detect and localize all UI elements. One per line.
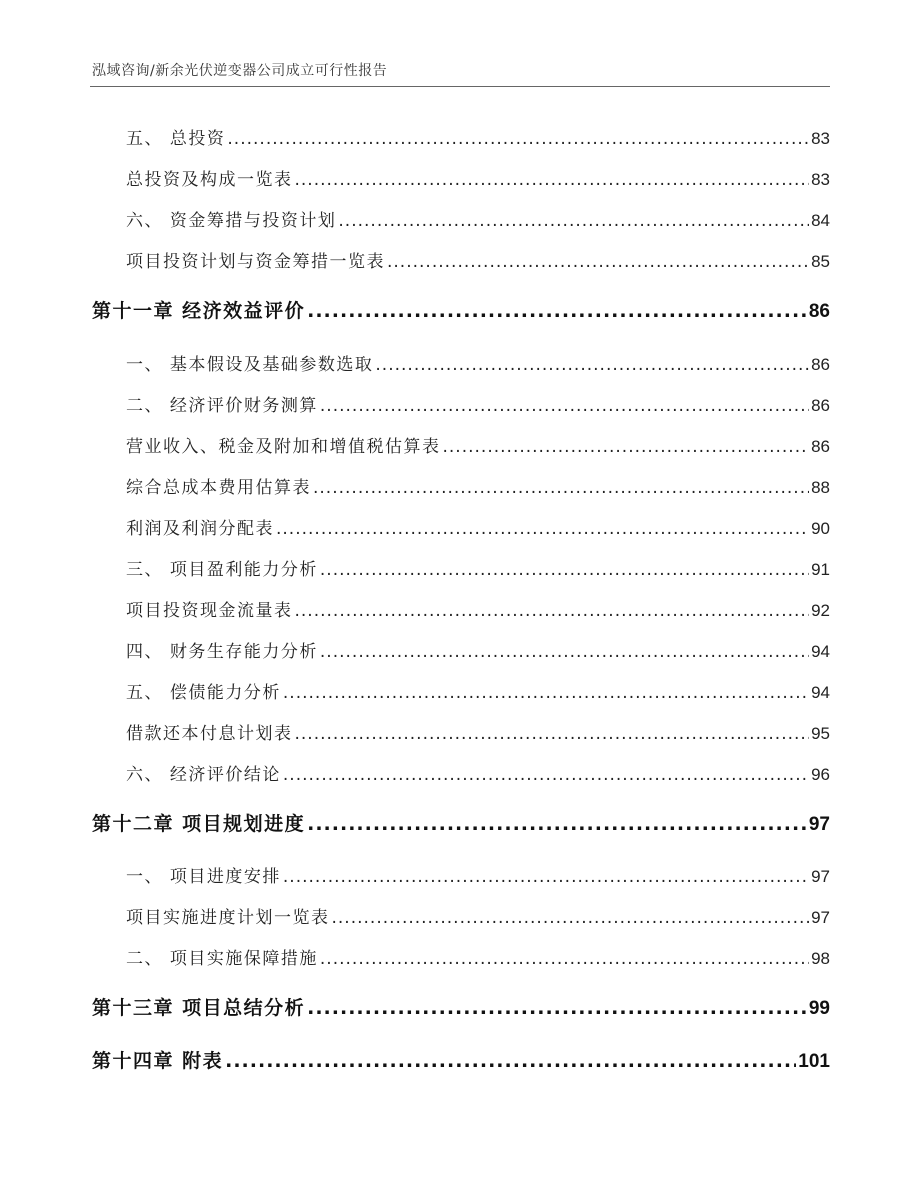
toc-leader-dots	[307, 997, 807, 1019]
toc-entry[interactable]	[126, 206, 830, 231]
toc-entry[interactable]	[126, 944, 830, 969]
toc-leader-dots	[276, 519, 809, 539]
toc-entry[interactable]	[126, 719, 830, 744]
toc-entry[interactable]	[126, 514, 830, 539]
toc-entry-label: 项目实施进度计划一览表	[126, 908, 330, 928]
toc-entry[interactable]	[126, 432, 830, 457]
toc-entry[interactable]	[126, 391, 830, 416]
toc-entry-page: 94	[811, 683, 830, 702]
toc-entry[interactable]	[126, 678, 830, 703]
toc-chapter-label: 第十一章 经济效益评价	[92, 300, 306, 322]
toc-leader-dots	[332, 908, 810, 928]
toc-entry-label: 六、 经济评价结论	[126, 765, 281, 785]
toc-leader-dots	[313, 478, 809, 498]
toc-entry-label: 六、 资金筹措与投资计划	[126, 211, 337, 231]
toc-chapter-entry[interactable]	[92, 1046, 830, 1073]
toc-leader-dots	[283, 867, 809, 887]
toc-entry-label: 借款还本付息计划表	[126, 724, 293, 744]
toc-entry-label: 一、 基本假设及基础参数选取	[126, 355, 374, 375]
toc-entry[interactable]	[126, 760, 830, 785]
toc-leader-dots	[227, 129, 809, 149]
toc-entry-page: 86	[811, 355, 830, 374]
toc-leader-dots	[443, 437, 810, 457]
toc-entry-page: 96	[811, 765, 830, 784]
toc-entry[interactable]	[126, 903, 830, 928]
toc-leader-dots	[307, 813, 807, 835]
toc-leader-dots	[283, 765, 809, 785]
toc-entry-page: 97	[811, 867, 830, 886]
toc-chapter-label: 第十四章 附表	[92, 1050, 224, 1072]
toc-entry[interactable]	[126, 596, 830, 621]
toc-entry-label: 四、 财务生存能力分析	[126, 642, 318, 662]
toc-entry-page: 86	[811, 396, 830, 415]
toc-entry-label: 五、 总投资	[126, 129, 226, 149]
toc-leader-dots	[307, 300, 807, 322]
toc-entry-page: 97	[811, 908, 830, 927]
toc-leader-dots	[225, 1050, 796, 1072]
toc-leader-dots	[295, 724, 810, 744]
toc-entry-label: 三、 项目盈利能力分析	[126, 560, 318, 580]
toc-chapter-label: 第十二章 项目规划进度	[92, 813, 306, 835]
toc-chapter-page: 86	[808, 301, 830, 322]
toc-entry-label: 一、 项目进度安排	[126, 867, 281, 887]
toc-entry-label: 项目投资计划与资金筹措一览表	[126, 252, 385, 272]
toc-entry-page: 95	[811, 724, 830, 743]
toc-chapter-page: 101	[798, 1051, 830, 1072]
toc-entry-label: 二、 项目实施保障措施	[126, 949, 318, 969]
toc-entry-label: 五、 偿债能力分析	[126, 683, 281, 703]
toc-entry-label: 二、 经济评价财务测算	[126, 396, 318, 416]
toc-entry[interactable]	[126, 350, 830, 375]
toc-entry-page: 90	[811, 519, 830, 538]
toc-entry-page: 83	[811, 170, 830, 189]
toc-entry[interactable]	[126, 124, 830, 149]
toc-entry-page: 92	[811, 601, 830, 620]
toc-entry-label: 综合总成本费用估算表	[126, 478, 311, 498]
toc-entry[interactable]	[126, 165, 830, 190]
toc-entry-page: 94	[811, 642, 830, 661]
toc-entry-page: 88	[811, 478, 830, 497]
toc-entry-label: 利润及利润分配表	[126, 519, 274, 539]
toc-chapter-label: 第十三章 项目总结分析	[92, 997, 306, 1019]
toc-entry-page: 85	[811, 252, 830, 271]
toc-entry[interactable]	[126, 555, 830, 580]
toc-entry[interactable]	[126, 247, 830, 272]
toc-entry-label: 项目投资现金流量表	[126, 601, 293, 621]
page-header: 泓域咨询/新余光伏逆变器公司成立可行性报告	[92, 63, 388, 79]
toc-leader-dots	[320, 642, 809, 662]
toc-leader-dots	[375, 355, 809, 375]
toc-leader-dots	[295, 170, 810, 190]
toc-leader-dots	[320, 396, 809, 416]
toc-chapter-entry[interactable]	[92, 296, 830, 323]
toc-entry-page: 86	[811, 437, 830, 456]
toc-leader-dots	[320, 560, 809, 580]
toc-entry-page: 84	[811, 211, 830, 230]
toc-leader-dots	[387, 252, 809, 272]
toc-leader-dots	[338, 211, 809, 231]
toc-leader-dots	[295, 601, 810, 621]
toc-entry[interactable]	[126, 473, 830, 498]
toc-chapter-entry[interactable]	[92, 993, 830, 1020]
toc-entry-label: 营业收入、税金及附加和增值税估算表	[126, 437, 441, 457]
toc-chapter-page: 97	[808, 814, 830, 835]
toc-chapter-entry[interactable]	[92, 809, 830, 836]
toc-leader-dots	[320, 949, 809, 969]
toc-entry-label: 总投资及构成一览表	[126, 170, 293, 190]
toc-entry[interactable]	[126, 862, 830, 887]
toc-entry[interactable]	[126, 637, 830, 662]
header-rule	[90, 86, 830, 87]
toc-entry-page: 91	[811, 560, 830, 579]
toc-entry-page: 98	[811, 949, 830, 968]
toc-leader-dots	[283, 683, 809, 703]
toc-entry-page: 83	[811, 129, 830, 148]
toc-chapter-page: 99	[808, 998, 830, 1019]
